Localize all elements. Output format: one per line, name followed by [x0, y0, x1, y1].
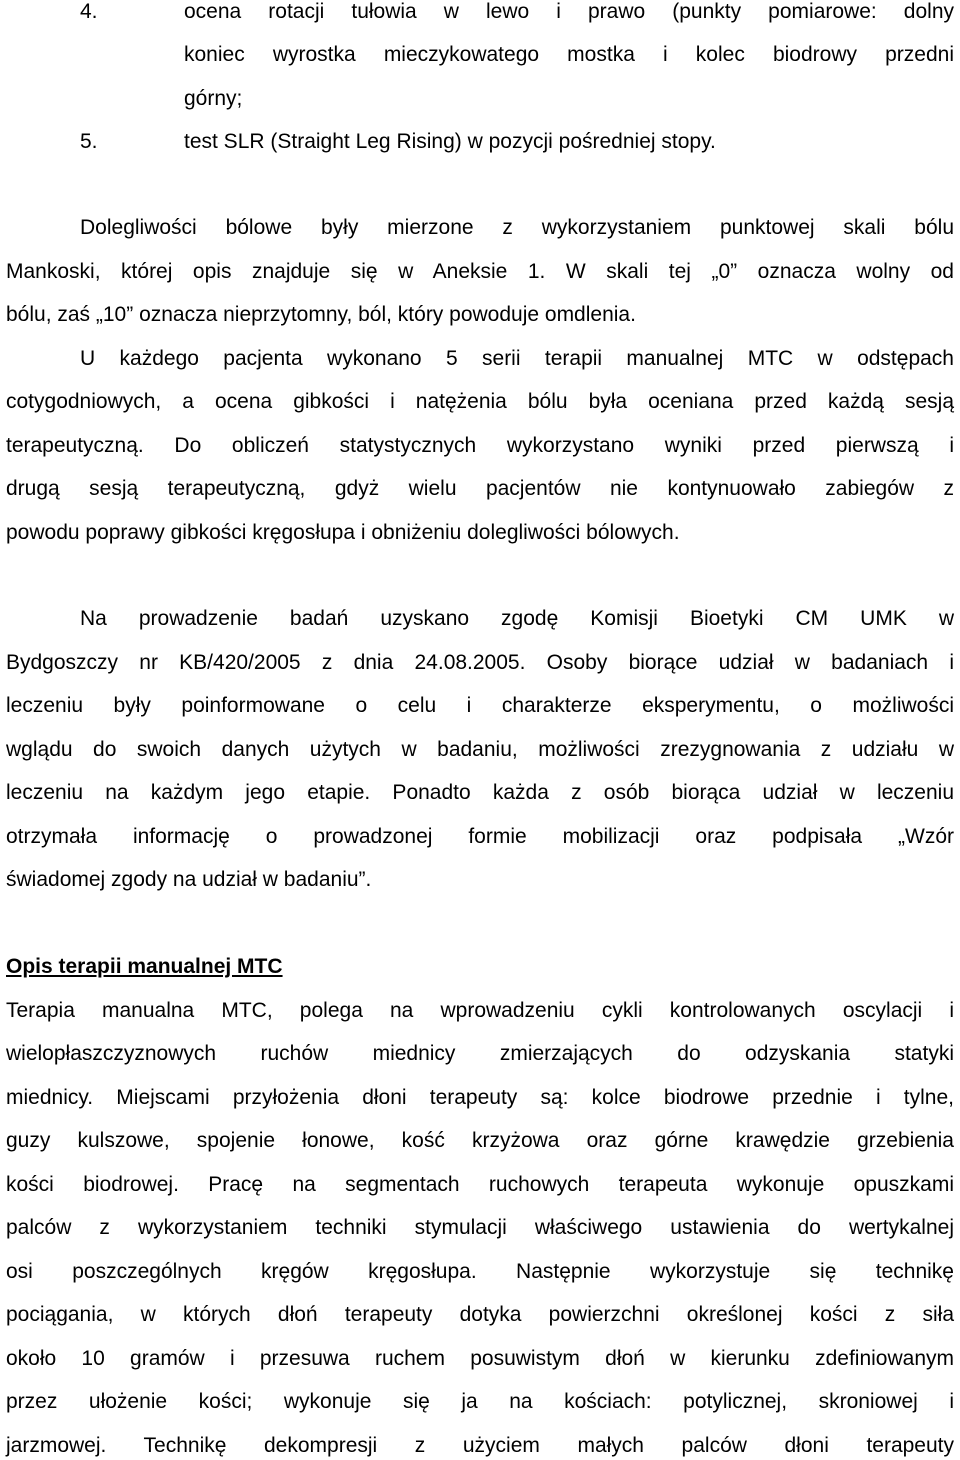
list-item-line: koniec wyrostka mieczykowatego mostka i kolec biodrowy przedni — [184, 43, 954, 66]
paragraph-line: powodu poprawy gibkości kręgosłupa i obniżeniu dolegliwości bólowych. — [6, 521, 680, 544]
paragraph-line: Bydgoszczy nr KB/420/2005 z dnia 24.08.2005. Osoby biorące udział w badaniach i — [6, 651, 954, 674]
list-item-line: test SLR (Straight Leg Rising) w pozycji pośredniej stopy. — [184, 130, 716, 153]
paragraph-line: U każdego pacjenta wykonano 5 serii terapii manualnej MTC w odstępach — [80, 347, 954, 370]
paragraph-line: cotygodniowych, a ocena gibkości i natężenia bólu była oceniana przed każdą sesją — [6, 390, 954, 413]
list-number: 5. — [80, 130, 98, 153]
section-line: przez ułożenie kości; wykonuje się ja na kościach: potylicznej, skroniowej i — [6, 1390, 954, 1413]
paragraph-line: wglądu do swoich danych użytych w badaniu, możliwości zrezygnowania z udziału w — [6, 738, 954, 761]
section-line: osi poszczególnych kręgów kręgosłupa. Następnie wykorzystuje się technikę — [6, 1260, 954, 1283]
section-line: pociągania, w których dłoń terapeuty dotyka powierzchni określonej kości z siła — [6, 1303, 954, 1326]
list-item-line: górny; — [184, 87, 243, 110]
paragraph-line: leczeniu były poinformowane o celu i charakterze eksperymentu, o możliwości — [6, 694, 954, 717]
section-line: kości biodrowej. Pracę na segmentach ruchowych terapeuta wykonuje opuszkami — [6, 1173, 954, 1196]
section-line: miednicy. Miejscami przyłożenia dłoni terapeuty są: kolce biodrowe przednie i tylne, — [6, 1086, 954, 1109]
paragraph-line: Mankoski, której opis znajduje się w Aneksie 1. W skali tej „0” oznacza wolny od — [6, 260, 954, 283]
section-line: Terapia manualna MTC, polega na wprowadzeniu cykli kontrolowanych oscylacji i — [6, 999, 954, 1022]
list-number: 4. — [80, 0, 98, 23]
paragraph-line: leczeniu na każdym jego etapie. Ponadto każda z osób biorąca udział w leczeniu — [6, 781, 954, 804]
paragraph-line: drugą sesją terapeutyczną, gdyż wielu pacjentów nie kontynuowało zabiegów z — [6, 477, 954, 500]
section-line: wielopłaszczyznowych ruchów miednicy zmierzających do odzyskania statyki — [6, 1042, 954, 1065]
section-line: jarzmowej. Technikę dekompresji z użyciem małych palców dłoni terapeuty — [6, 1434, 954, 1457]
section-line: palców z wykorzystaniem techniki stymulacji właściwego ustawienia do wertykalnej — [6, 1216, 954, 1239]
section-line: około 10 gramów i przesuwa ruchem posuwistym dłoń w kierunku zdefiniowanym — [6, 1347, 954, 1370]
list-item-line: ocena rotacji tułowia w lewo i prawo (punkty pomiarowe: dolny — [184, 0, 954, 23]
paragraph-line: Dolegliwości bólowe były mierzone z wykorzystaniem punktowej skali bólu — [80, 216, 954, 239]
paragraph-line: Na prowadzenie badań uzyskano zgodę Komisji Bioetyki CM UMK w — [80, 607, 954, 630]
section-heading: Opis terapii manualnej MTC — [6, 955, 283, 978]
paragraph-line: świadomej zgody na udział w badaniu”. — [6, 868, 372, 891]
section-line: guzy kulszowe, spojenie łonowe, kość krzyżowa oraz górne krawędzie grzebienia — [6, 1129, 954, 1152]
paragraph-line: bólu, zaś „10” oznacza nieprzytomny, ból, który powoduje omdlenia. — [6, 303, 636, 326]
paragraph-line: terapeutyczną. Do obliczeń statystycznych wykorzystano wyniki przed pierwszą i — [6, 434, 954, 457]
paragraph-line: otrzymała informację o prowadzonej formie mobilizacji oraz podpisała „Wzór — [6, 825, 954, 848]
